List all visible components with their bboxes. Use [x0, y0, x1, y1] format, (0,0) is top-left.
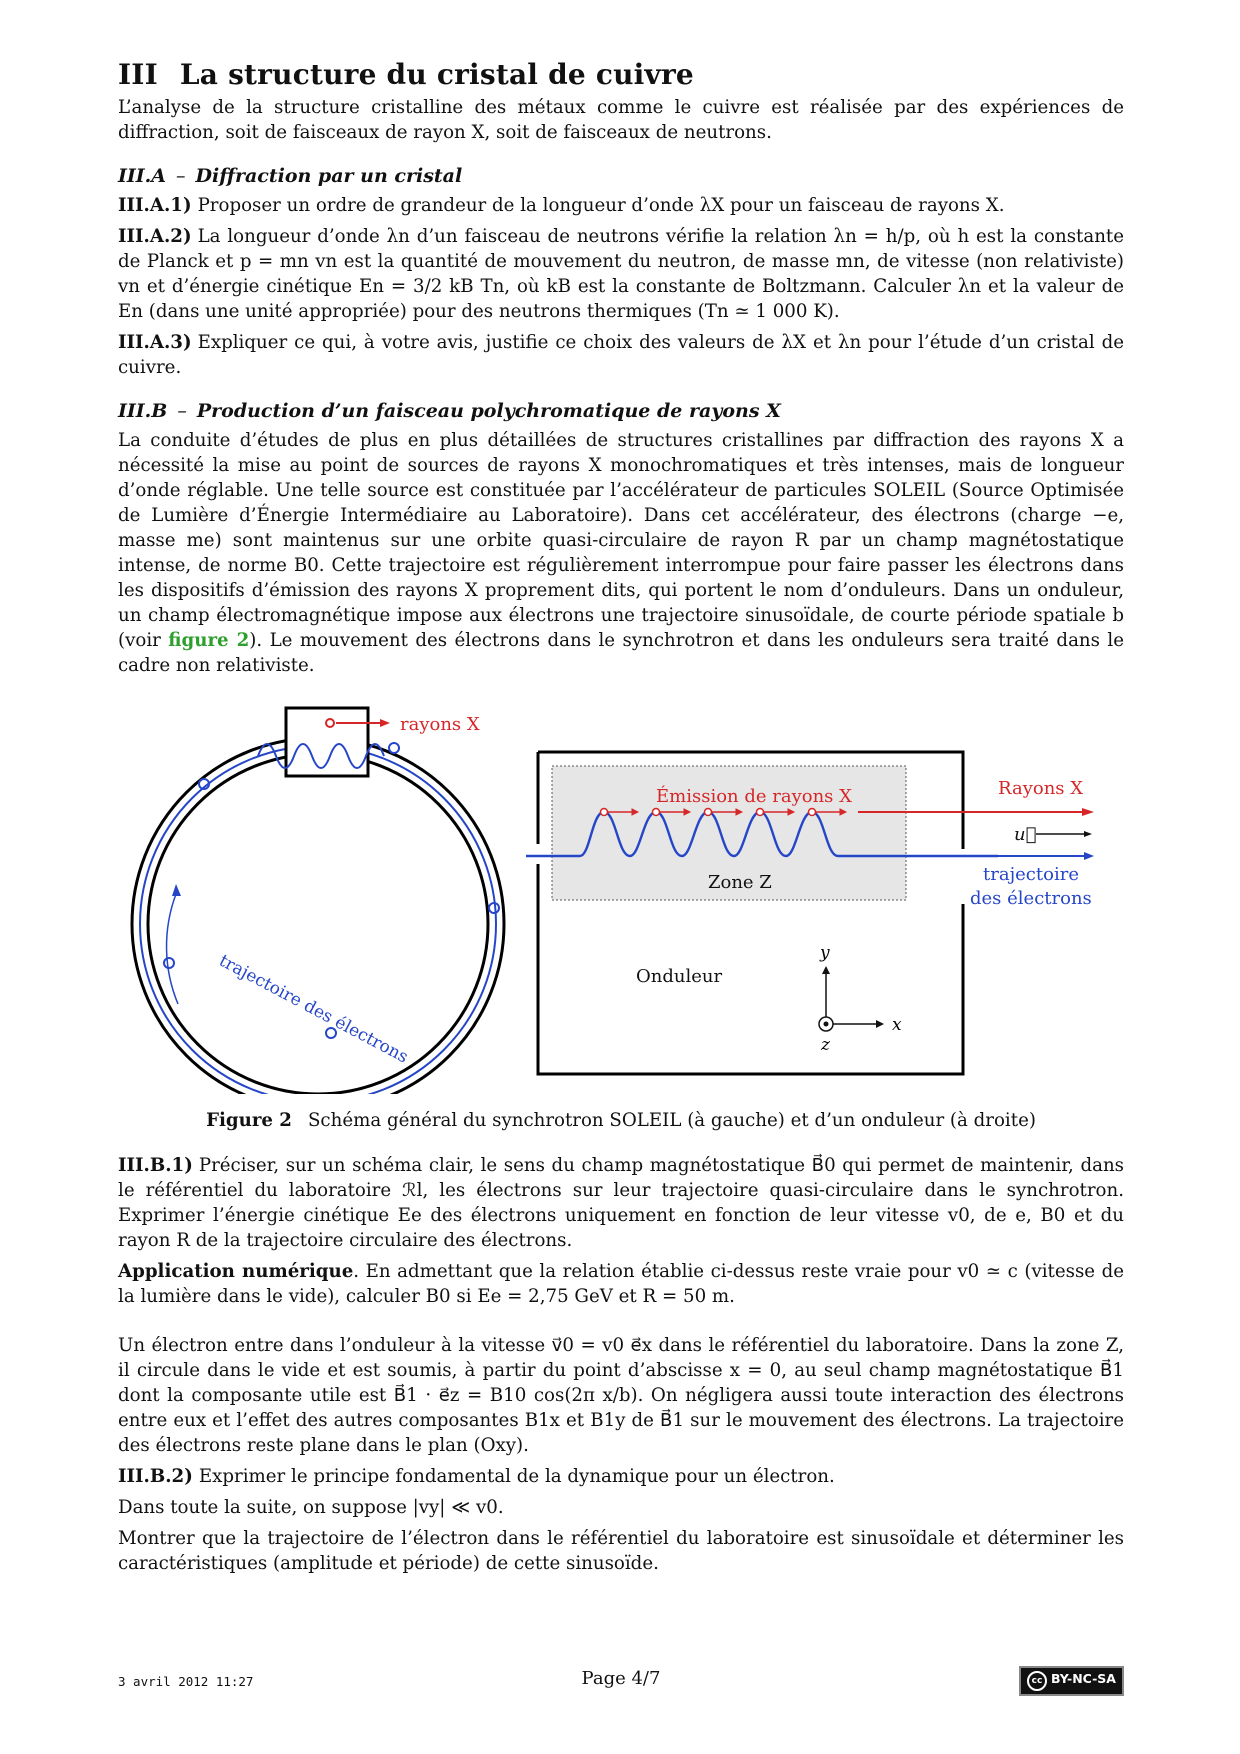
u-vector-label: u⃗	[1014, 824, 1037, 845]
u-arrowhead	[1084, 831, 1092, 837]
x-axis-head	[876, 1020, 884, 1028]
page-number: Page 4/7	[581, 1668, 661, 1689]
y-label: y	[820, 943, 830, 963]
left-trajectory-label: trajectoire des électrons	[215, 950, 412, 1068]
hypothesis: Dans toute la suite, on suppose |vy| ≪ v0.	[118, 1497, 504, 1518]
part-b-heading: III.B – Production d’un faisceau polychromatique de rayons X	[118, 400, 781, 422]
part-b-intro: La conduite d’études de plus en plus détaillées de structures cristallines par diffraction des rayons X a nécessité la mise au point de sources de rayons X monochromatiques et très intenses, mais de longueur d’onde réglable. Une telle source est constituée par l’accélérateur de particules SOLEIL (Source Optimisée de Lumière d’Énergie Intermédiaire au Laboratoire). Dans cet accélérateur, des électrons (charge −e, masse me) sont maintenus sur une orbite quasi-circulaire de rayon R par un champ magnétostatique intense, de norme B0. Cette trajectoire est régulièrement interrompue pour faire passer les électrons dans les dispositifs d’émission des rayons X proprement dits, qui portent le nom d’onduleurs. Dans un onduleur, un champ électromagnétique impose aux électrons une trajectoire sinusoïdale, de courte période spatiale b (voir figure 2). Le mouvement des électrons dans le synchrotron et dans les onduleurs sera traité dans le cadre non relativiste.	[118, 430, 1124, 676]
synchrotron-diagram	[132, 708, 504, 1094]
figure-2-link[interactable]: figure 2	[168, 630, 250, 651]
trajectory-arrowhead	[1084, 852, 1094, 860]
undulator-label: Onduleur	[636, 966, 723, 987]
page-footer	[118, 1668, 1124, 1698]
application-numerique: Application numérique. En admettant que la relation établie ci-dessus reste vraie pour v0 ≃ c (vitesse de la lumière dans le vide), calculer B0 si Ee = 2,75 GeV et R = 50 m.	[118, 1261, 1125, 1307]
right-xray-label: Rayons X	[998, 778, 1084, 799]
question-a1: III.A.1) Proposer un ordre de grandeur de la longueur d’onde λX pour un faisceau de rayons X.	[118, 195, 1005, 216]
emission-label: Émission de rayons X	[656, 786, 852, 807]
cc-icon: cc	[1027, 1671, 1047, 1691]
final-question: Montrer que la trajectoire de l’électron dans le référentiel du laboratoire est sinusoïdale et déterminer les caractéristiques (amplitude et période) de cette sinusoïde.	[118, 1528, 1124, 1574]
figure-2-drawing	[118, 694, 1124, 1094]
synchrotron-inner-ring	[148, 754, 488, 1094]
z-label: z	[821, 1035, 830, 1055]
emission-point	[326, 719, 334, 727]
x-label: x	[892, 1015, 902, 1035]
xray-arrowhead	[380, 719, 390, 727]
direction-arc	[167, 894, 178, 1004]
section-intro: L’analyse de la structure cristalline des métaux comme le cuivre est réalisée par des expériences de diffraction, soit de faisceaux de rayon X, soit de faisceaux de neutrons.	[118, 97, 1124, 143]
electron-4	[164, 958, 174, 968]
synchrotron-outer-ring	[132, 738, 504, 1094]
part-a-heading: III.A – Diffraction par un cristal	[118, 165, 463, 187]
undulator-diagram	[526, 752, 1094, 1074]
question-a2: III.A.2) La longueur d’onde λn d’un faisceau de neutrons vérifie la relation λn = h/p, où h est la constante de Planck et p = mn vn est la quantité de mouvement du neutron, de masse mn, de vitesse (non relativiste) vn et d’énergie cinétique En = 3/2 kB Tn, où kB est la constante de Boltzmann. Calculer λn et la valeur de En (dans une unité appropriée) pour des neutrons thermiques (Tn ≃ 1 000 K).	[118, 226, 1124, 322]
direction-arrowhead	[172, 884, 181, 896]
figure-caption: Figure 2 Schéma général du synchrotron SOLEIL (à gauche) et d’un onduleur (à droite)	[206, 1110, 1036, 1131]
undulator-box	[286, 708, 368, 776]
question-b1: III.B.1) Préciser, sur un schéma clair, le sens du champ magnétostatique B⃗0 qui permet de maintenir, dans le référentiel du laboratoire ℛl, les électrons sur leur trajectoire quasi-circulaire dans le synchrotron. Exprimer l’énergie cinétique Ee des électrons uniquement en fonction de leur vitesse v0, de e, B0 et du rayon R de la trajectoire circulaire des électrons.	[118, 1155, 1124, 1251]
section-title: III La structure du cristal de cuivre	[118, 58, 694, 91]
question-b2: III.B.2) Exprimer le principe fondamental de la dynamique pour un électron.	[118, 1466, 835, 1487]
page-content	[118, 58, 1124, 1582]
zone-label: Zone Z	[708, 872, 772, 893]
undulator-paragraph: Un électron entre dans l’onduleur à la vitesse v⃗0 = v0 e⃗x dans le référentiel du laboratoire. Dans la zone Z, il circule dans le vide et est soumis, à partir du point d’abscisse x = 0, au seul champ magnétostatique B⃗1 dont la composante utile est B⃗1 · e⃗z = B10 cos(2π x/b). On négligera aussi toute interaction des électrons entre eux et l’effet des autres composantes B1x et B1y de B⃗1 sur le mouvement des électrons. La trajectoire des électrons reste plane dans le plan (Oxy).	[118, 1335, 1124, 1456]
figure-2	[118, 694, 1124, 1114]
left-xray-label: rayons X	[400, 714, 480, 735]
license-badge[interactable]: cc BY-NC-SA	[1019, 1666, 1124, 1696]
right-traj-label-1: trajectoire	[983, 864, 1079, 885]
y-axis-head	[822, 966, 830, 974]
question-a3: III.A.3) Expliquer ce qui, à votre avis, justifie ce choix des valeurs de λX et λn pour l’étude d’un cristal de cuivre.	[118, 332, 1124, 378]
right-traj-label-2: des électrons	[970, 888, 1092, 909]
xray-beam-head	[1082, 808, 1094, 816]
electron-2	[389, 743, 399, 753]
footer-date: 3 avril 2012 11:27	[118, 1674, 254, 1689]
